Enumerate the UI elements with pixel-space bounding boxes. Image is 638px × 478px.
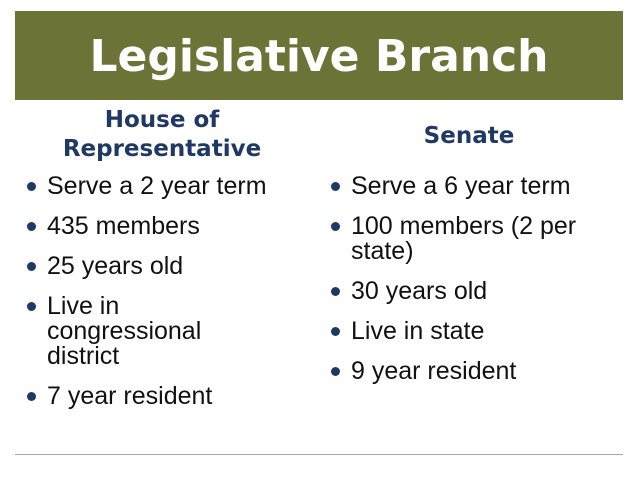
list-item xyxy=(27,214,307,239)
list-item xyxy=(331,174,621,199)
list-item-text: 7 year resident xyxy=(47,382,213,410)
list-item xyxy=(27,174,307,199)
list-item xyxy=(27,384,307,409)
list-item xyxy=(331,319,621,344)
house-heading xyxy=(30,106,294,164)
senate-list xyxy=(331,174,621,399)
title-bar xyxy=(15,11,623,100)
senate-heading: Senate xyxy=(423,123,515,149)
bullet-icon xyxy=(27,222,36,231)
bullet-icon xyxy=(27,182,36,191)
list-item-text: 30 years old xyxy=(351,277,488,305)
bullet-icon xyxy=(331,222,340,231)
list-item-text: Serve a 6 year term xyxy=(351,172,571,200)
bullet-icon xyxy=(27,302,36,311)
house-heading-line1: House of xyxy=(104,107,220,133)
house-heading-line2: Representative xyxy=(62,136,262,162)
list-item-text: Serve a 2 year term xyxy=(47,172,267,200)
list-item xyxy=(331,359,621,384)
house-list xyxy=(27,174,307,424)
footer-divider xyxy=(15,454,623,455)
list-item-text: 100 members (2 per state) xyxy=(351,212,577,265)
list-item-text: 25 years old xyxy=(47,252,184,280)
list-item xyxy=(331,279,621,304)
bullet-icon xyxy=(331,327,340,336)
list-item xyxy=(27,294,277,369)
bullet-icon xyxy=(27,392,36,401)
bullet-icon xyxy=(331,367,340,376)
list-item-text: Live in state xyxy=(351,317,485,345)
list-item-text: 9 year resident xyxy=(351,357,517,385)
list-item xyxy=(27,254,307,279)
slide-title: Legislative Branch xyxy=(89,31,549,82)
list-item-text: Live in congressional district xyxy=(47,292,202,370)
bullet-icon xyxy=(27,262,36,271)
list-item-text: 435 members xyxy=(47,212,200,240)
bullet-icon xyxy=(331,287,340,296)
bullet-icon xyxy=(331,182,340,191)
list-item xyxy=(331,214,621,264)
